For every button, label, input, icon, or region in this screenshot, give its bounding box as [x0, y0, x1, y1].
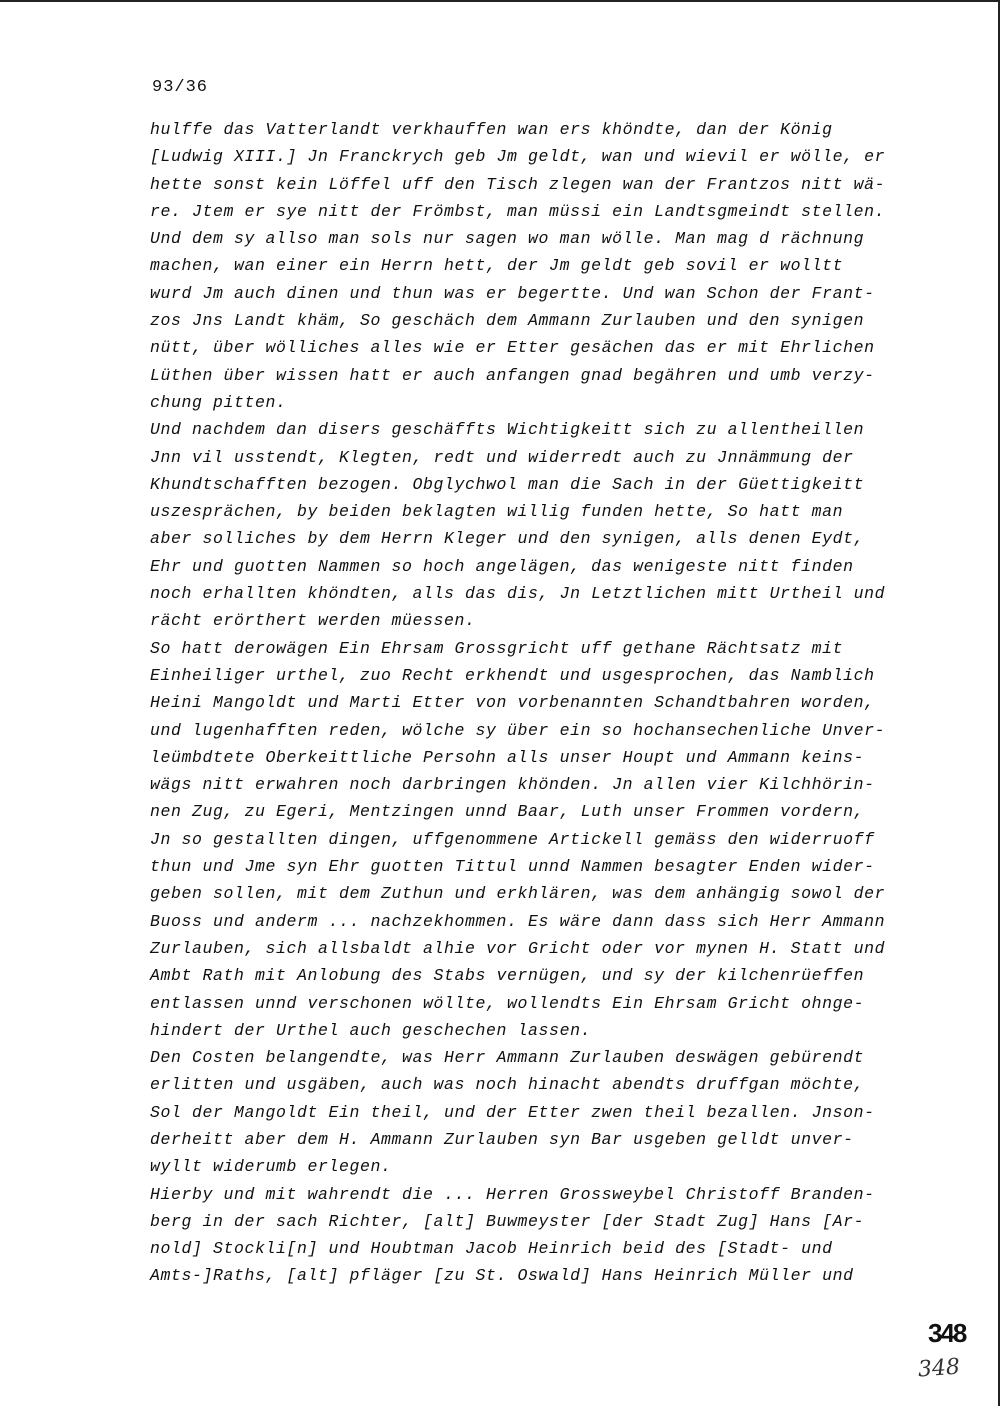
text-line: wägs nitt erwahren noch darbringen khönden. Jn allen vier Kilchhörin- — [150, 775, 875, 795]
text-line: hindert der Urthel auch geschechen lassen. — [150, 1020, 592, 1040]
text-line: derheitt aber dem H. Ammann Zurlauben syn Bar usgeben gelldt unver- — [150, 1129, 854, 1149]
text-line: Sol der Mangoldt Ein theil, und der Etter zwen theil bezallen. Jnson- — [150, 1102, 875, 1122]
text-line: aber solliches by dem Herrn Kleger und den synigen, alls denen Eydt, — [150, 529, 865, 549]
text-line: uszesprächen, by beiden beklagten willig funden hette, So hatt man — [150, 502, 844, 522]
text-line: erlitten und usgäben, auch was noch hinacht abendts druffgan möchte, — [150, 1075, 865, 1095]
text-line: Lüthen über wissen hatt er auch anfangen gnad begähren und umb verzy- — [150, 365, 875, 385]
text-line: hulffe das Vatterlandt verkhauffen wan ers khöndte, dan der König — [150, 120, 833, 139]
text-line: re. Jtem er sye nitt der Frömbst, man müssi ein Landtsgmeindt stellen. — [150, 201, 886, 221]
text-line: Buoss und anderm ... nachzekhommen. Es wäre dann dass sich Herr Ammann — [150, 911, 886, 931]
text-line: leümbdtete Oberkeittliche Persohn alls unser Houpt und Ammann keins- — [150, 747, 865, 767]
text-line: nold] Stockli[n] und Houbtman Jacob Heinrich beid des [Stadt- und — [150, 1239, 833, 1259]
text-line: berg in der sach Richter, [alt] Buwmeyster [der Stadt Zug] Hans [Ar- — [150, 1211, 865, 1231]
text-line: chung pitten. — [150, 392, 287, 412]
text-line: noch erhallten khöndten, alls das dis, Jn Letztlichen mitt Urtheil und — [150, 584, 886, 604]
text-line: machen, wan einer ein Herrn hett, der Jm geldt geb sovil er wolltt — [150, 256, 844, 276]
text-line: wurd Jm auch dinen und thun was er begertte. Und wan Schon der Frant- — [150, 283, 875, 303]
text-line: und lugenhafften reden, wölche sy über ein so hochansechenliche Unver- — [150, 720, 886, 740]
text-line: Jnn vil usstendt, Klegten, redt und widerredt auch zu Jnnämmung der — [150, 447, 854, 467]
text-line: So hatt derowägen Ein Ehrsam Grossgricht uff gethane Rächtsatz mit — [150, 638, 844, 658]
text-line: [Ludwig XIII.] Jn Franckrych geb Jm geldt, wan und wievil er wölle, er — [150, 147, 886, 167]
text-line: wyllt widerumb erlegen. — [150, 1157, 392, 1177]
document-body — [150, 116, 910, 1290]
text-line: geben sollen, mit dem Zuthun und erkhlären, was dem anhängig sowol der — [150, 884, 886, 904]
text-line: Hierby und mit wahrendt die ... Herren Grossweybel Christoff Branden- — [150, 1184, 875, 1204]
handwritten-page-number: 348 — [917, 1354, 961, 1383]
text-line: thun und Jme syn Ehr guotten Tittul unnd Nammen besagter Enden wider- — [150, 857, 875, 877]
stamped-page-number: 348 — [928, 1318, 966, 1348]
text-line: nütt, über wölliches alles wie er Etter gesächen das er mit Ehrlichen — [150, 338, 875, 358]
text-line: rächt erörthert werden müessen. — [150, 611, 476, 631]
text-line: nen Zug, zu Egeri, Mentzingen unnd Baar, Luth unser Frommen vordern, — [150, 802, 865, 822]
text-line: Und nachdem dan disers geschäffts Wichtigkeitt sich zu allentheillen — [150, 420, 865, 440]
text-line: Amts-]Raths, [alt] pfläger [zu St. Oswald] Hans Heinrich Müller und — [150, 1266, 854, 1286]
text-line: Ambt Rath mit Anlobung des Stabs vernügen, und sy der kilchenrüeffen — [150, 966, 865, 986]
text-line: zos Jns Landt khäm, So geschäch dem Ammann Zurlauben und den synigen — [150, 311, 865, 331]
text-line: entlassen unnd verschonen wöllte, wollendts Ein Ehrsam Gricht ohnge- — [150, 993, 865, 1013]
scan-border-top — [0, 0, 1000, 2]
text-line: Einheiliger urthel, zuo Recht erkhendt und usgesprochen, das Namblich — [150, 665, 875, 685]
text-line: hette sonst kein Löffel uff den Tisch zlegen wan der Frantzos nitt wä- — [150, 174, 886, 194]
text-line: Heini Mangoldt und Marti Etter von vorbenannten Schandtbahren worden, — [150, 693, 875, 713]
text-line: Ehr und guotten Nammen so hoch angelägen, das wenigeste nitt finden — [150, 556, 854, 576]
text-line: Und dem sy allso man sols nur sagen wo man wölle. Man mag d rächnung — [150, 229, 865, 249]
page-reference: 93/36 — [152, 78, 209, 97]
text-line: Zurlauben, sich allsbaldt alhie vor Gricht oder vor mynen H. Statt und — [150, 938, 886, 958]
text-line: Den Costen belangendte, was Herr Ammann Zurlauben deswägen gebürendt — [150, 1048, 865, 1068]
text-line: Khundtschafften bezogen. Obglychwol man die Sach in der Güettigkeitt — [150, 474, 865, 494]
text-line: Jn so gestallten dingen, uffgenommene Artickell gemäss den widerruoff — [150, 829, 875, 849]
